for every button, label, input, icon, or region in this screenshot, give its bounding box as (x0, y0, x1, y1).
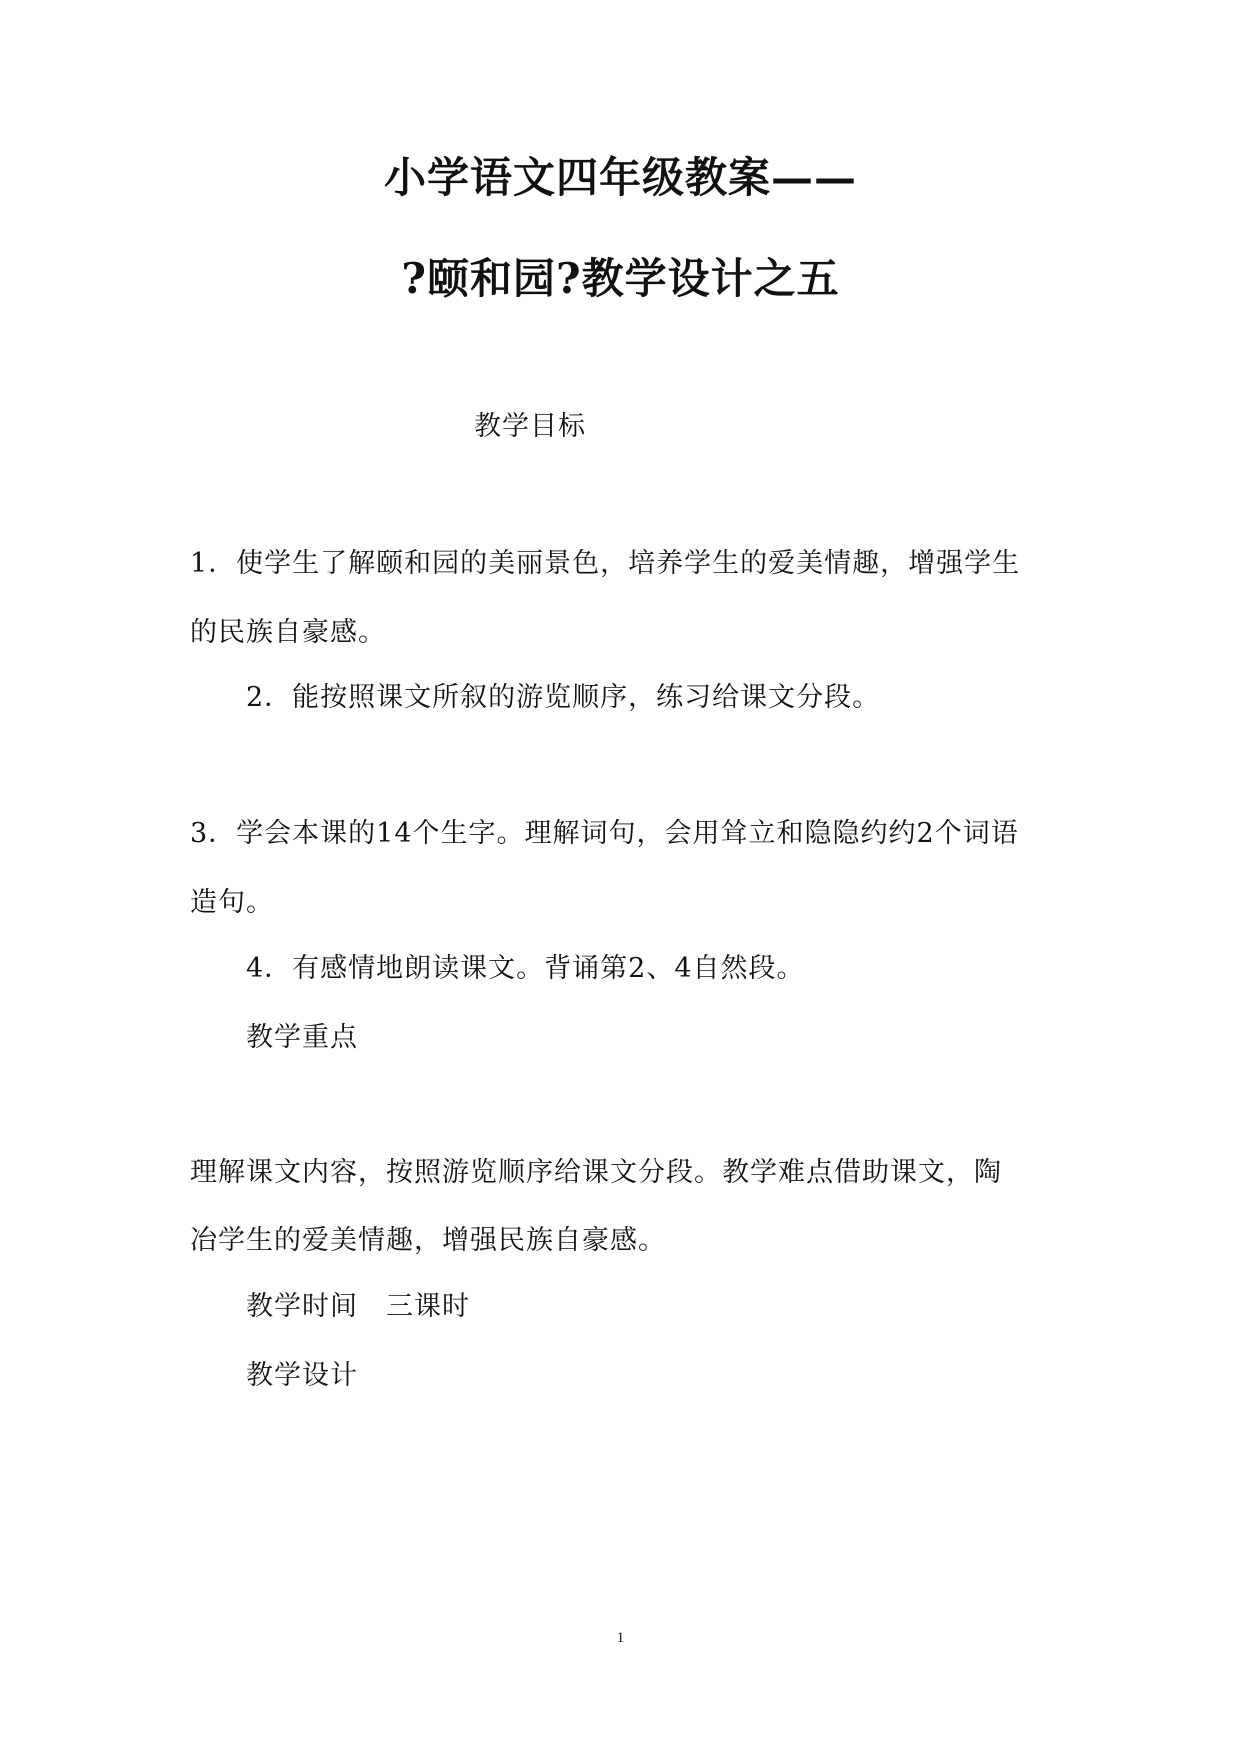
section-heading-objectives: 教学目标 (474, 411, 586, 442)
title-line-1: 小学语文四年级教案—— (383, 153, 857, 202)
objective-1-line-2: 的民族自豪感。 (190, 617, 386, 648)
objective-1-line-1: 1．使学生了解颐和园的美丽景色，培养学生的爱美情趣，增强学生 (190, 548, 1021, 579)
section-heading-key-points: 教学重点 (246, 1022, 358, 1053)
page-number: 1 (616, 1630, 625, 1646)
title-line-2: ?颐和园?教学设计之五 (401, 254, 840, 303)
objective-2: 2．能按照课文所叙的游览顺序，练习给课文分段。 (246, 682, 881, 713)
key-points-line-1: 理解课文内容，按照游览顺序给课文分段。教学难点借助课文，陶 (190, 1157, 1002, 1188)
section-heading-design: 教学设计 (246, 1360, 358, 1391)
key-points-line-2: 冶学生的爱美情趣，增强民族自豪感。 (190, 1225, 666, 1256)
teaching-time: 教学时间 三课时 (246, 1291, 470, 1322)
objective-3-line-2: 造句。 (190, 887, 274, 918)
objective-3-line-1: 3．学会本课的14个生字。理解词句，会用耸立和隐隐约约2个词语 (190, 818, 1019, 849)
objective-4: 4．有感情地朗读课文。背诵第2、4自然段。 (246, 953, 805, 984)
